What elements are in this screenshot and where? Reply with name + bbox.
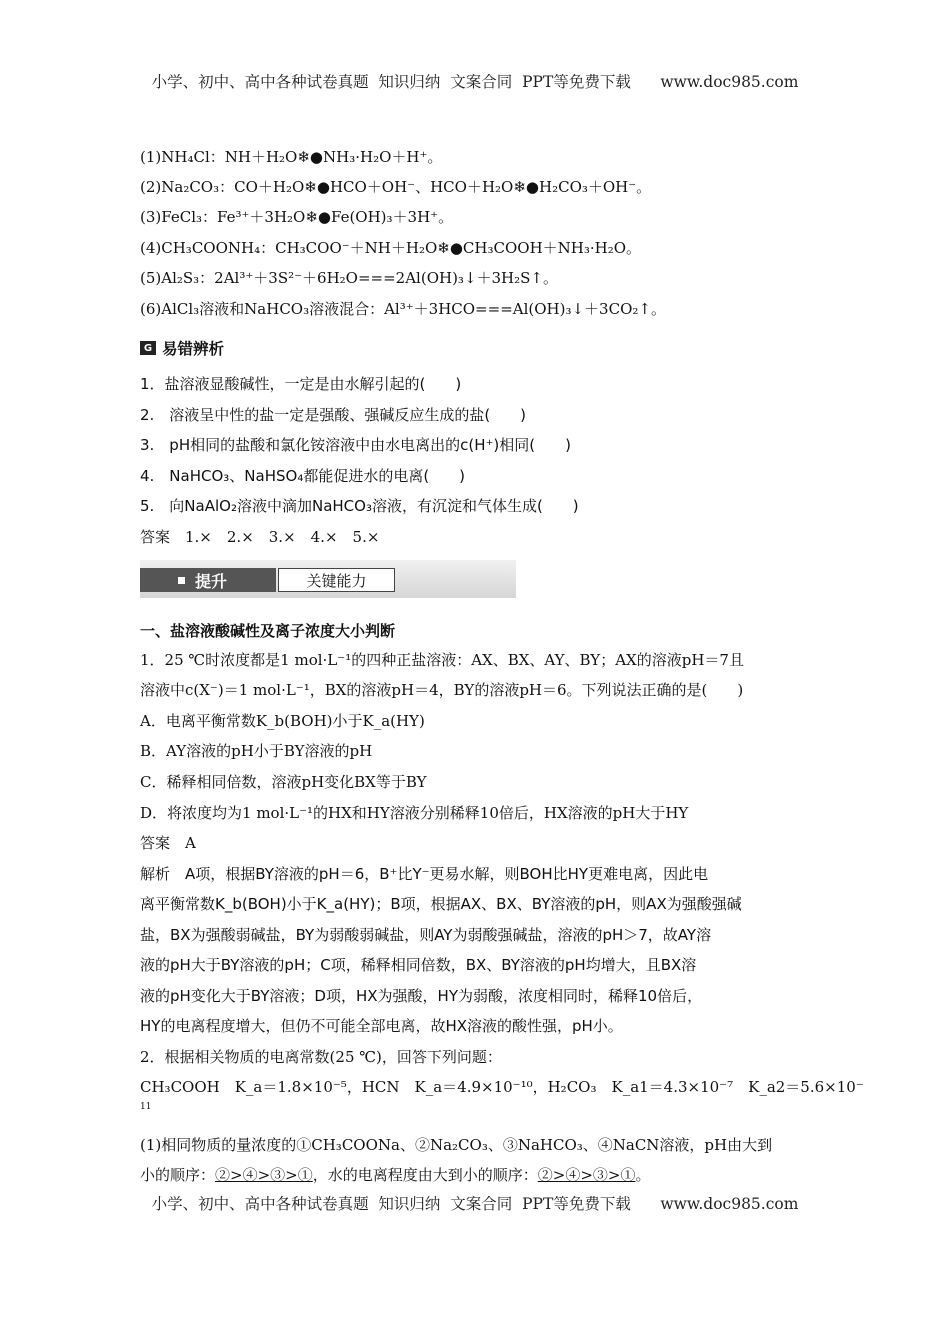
q1-option-a: A．电离平衡常数K_b(BOH)小于K_a(HY) xyxy=(140,712,425,730)
q1-analysis-1: 解析 A项，根据BY溶液的pH＝6，B⁺比Y⁻更易水解，则BOH比HY更难电离，因此电 xyxy=(140,865,709,883)
q1-option-c: C．稀释相同倍数，溶液pH变化BX等于BY xyxy=(140,773,427,791)
q1-analysis-4: 液的pH大于BY溶液的pH；C项，稀释相同倍数，BX、BY溶液的pH均增大，且BX溶 xyxy=(140,956,697,974)
equation-5: (5)Al₂S₃：2Al³⁺＋3S²⁻＋6H₂O===2Al(OH)₃↓＋3H₂S↑。 xyxy=(140,269,558,287)
q2-intro: 2．根据相关物质的电离常数(25 ℃)，回答下列问题： xyxy=(140,1048,502,1066)
q2-sub1-middle: ，水的电离程度由大到小的顺序： xyxy=(312,1166,538,1184)
section-heading xyxy=(140,338,224,358)
banner-left-label: 提升 xyxy=(195,571,228,591)
q1-option-d: D．将浓度均为1 mol·L⁻¹的HX和HY溶液分别稀释10倍后，HX溶液的pH大于HY xyxy=(140,804,689,822)
banner-left xyxy=(140,568,276,592)
page-header: 小学、初中、高中各种试卷真题 知识归纳 文案合同 PPT等免费下载 www.doc985.com xyxy=(151,73,799,91)
q2-constants: CH₃COOH K_a＝1.8×10⁻⁵，HCN K_a＝4.9×10⁻¹⁰，H₂CO₃ K_a1＝4.3×10⁻⁷ K_a2＝5.6×10⁻ xyxy=(140,1078,864,1096)
equation-1: (1)NH₄Cl：NH＋H₂O❄●NH₃·H₂O＋H⁺。 xyxy=(140,148,443,166)
q1-analysis-2: 离平衡常数K_b(BOH)小于K_a(HY)；B项，根据AX、BX、BY溶液的pH，则AX为强酸强碱 xyxy=(140,895,742,913)
judgment-5: 5. 向NaAlO₂溶液中滴加NaHCO₃溶液，有沉淀和气体生成( ) xyxy=(140,497,579,515)
judgment-2: 2. 溶液呈中性的盐一定是强酸、强碱反应生成的盐( ) xyxy=(140,406,527,424)
section-icon: G xyxy=(140,341,156,355)
q2-sub1-prefix: 小的顺序： xyxy=(140,1166,216,1184)
judgment-answer: 答案 1.× 2.× 3.× 4.× 5.× xyxy=(140,528,380,546)
judgment-4: 4. NaHCO₃、NaHSO₄都能促进水的电离( ) xyxy=(140,467,466,485)
q2-sub1-answer-ionization: ②>④>③>① xyxy=(537,1166,636,1184)
equation-3: (3)FeCl₃：Fe³⁺＋3H₂O❄●Fe(OH)₃＋3H⁺。 xyxy=(140,208,454,226)
q2-sub1-line-1: (1)相同物质的量浓度的①CH₃COONa、②Na₂CO₃、③NaHCO₃、④NaCN溶液，pH由大到 xyxy=(140,1136,773,1154)
q2-sub1-line-2 xyxy=(140,1164,650,1185)
q1-answer: 答案 A xyxy=(140,834,196,852)
equation-2: (2)Na₂CO₃：CO＋H₂O❄●HCO＋OH⁻、HCO＋H₂O❄●H₂CO₃＋OH⁻。 xyxy=(140,178,652,196)
q1-option-b: B．AY溶液的pH小于BY溶液的pH xyxy=(140,742,373,760)
judgment-3: 3. pH相同的盐酸和氯化铵溶液中由水电离出的c(H⁺)相同( ) xyxy=(140,436,571,454)
q2-constants-wrap: 11 xyxy=(140,1102,152,1112)
q2-sub1-end: 。 xyxy=(635,1166,651,1184)
section-title: 易错辨析 xyxy=(162,340,225,358)
topic-title: 一、盐溶液酸碱性及离子浓度大小判断 xyxy=(140,622,396,640)
page-footer: 小学、初中、高中各种试卷真题 知识归纳 文案合同 PPT等免费下载 www.doc985.com xyxy=(151,1195,799,1213)
q1-analysis-6: HY的电离程度增大，但仍不可能全部电离，故HX溶液的酸性强，pH小。 xyxy=(140,1017,623,1035)
equation-4: (4)CH₃COONH₄：CH₃COO⁻＋NH＋H₂O❄●CH₃COOH＋NH₃·H₂O。 xyxy=(140,239,642,257)
q1-analysis-5: 液的pH变化大于BY溶液；D项，HX为强酸，HY为弱酸，浓度相同时，稀释10倍后， xyxy=(140,987,703,1005)
q2-sub1-answer-ph: ②>④>③>① xyxy=(215,1166,313,1184)
judgment-1: 1．盐溶液显酸碱性，一定是由水解引起的( ) xyxy=(140,375,462,393)
banner-bullet-icon xyxy=(178,577,185,584)
q1-line-2: 溶液中c(X⁻)＝1 mol·L⁻¹，BX的溶液pH＝4，BY的溶液pH＝6。下列说法正确的是( ) xyxy=(140,681,744,699)
section-banner xyxy=(140,560,516,598)
banner-right-label: 关键能力 xyxy=(278,568,395,592)
q1-line-1: 1．25 ℃时浓度都是1 mol·L⁻¹的四种正盐溶液：AX、BX、AY、BY；AX的溶液pH＝7且 xyxy=(140,651,744,669)
q1-analysis-3: 盐，BX为强酸弱碱盐，BY为弱酸弱碱盐，则AY为弱酸强碱盐，溶液的pH＞7，故AY溶 xyxy=(140,926,712,944)
equation-6: (6)AlCl₃溶液和NaHCO₃溶液混合：Al³⁺＋3HCO===Al(OH)₃↓＋3CO₂↑。 xyxy=(140,300,666,318)
